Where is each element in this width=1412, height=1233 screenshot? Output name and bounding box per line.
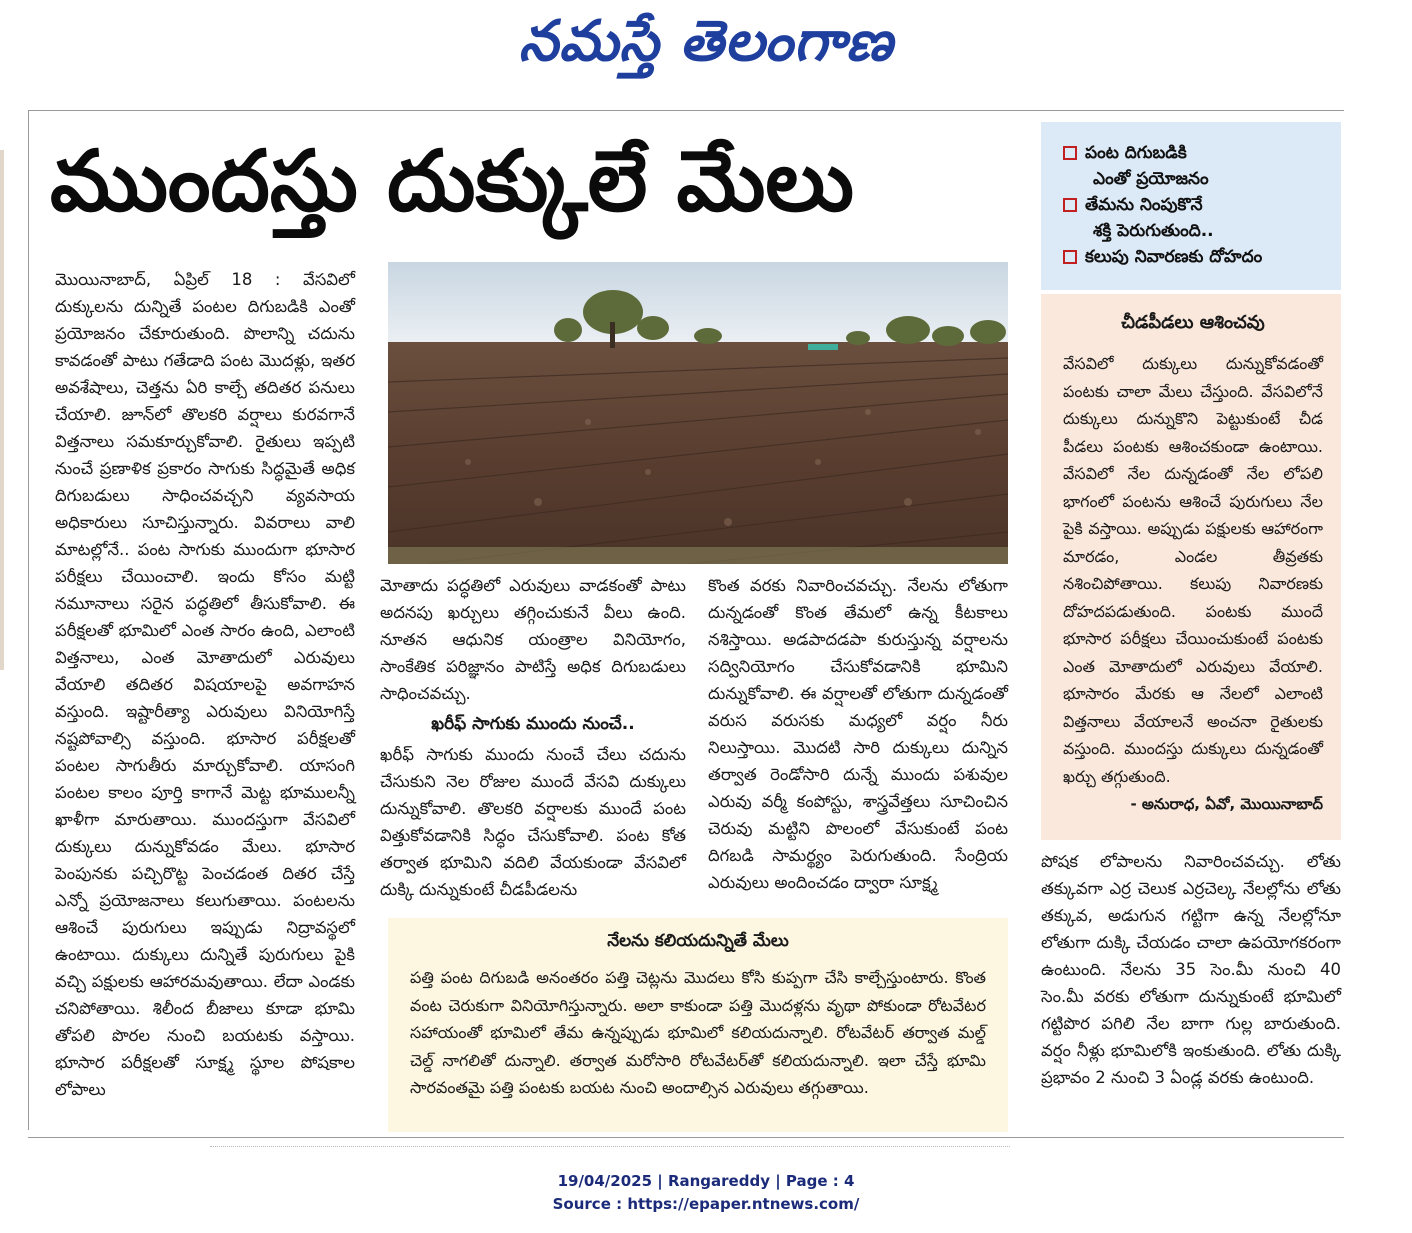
article-column-1: మొయినాబాద్‌, ఏప్రిల్‌ 18 : వేసవిలో దుక్కులను దున్నితే పంటల దిగుబడికి ఎంతో ప్రయోజనం చేకూరుతుంది. పొలాన్ని చదును కావడంతో పాటు గతేడాది పంట మొదళ్లు, ఇతర అవశేషాలు, చెత్తను ఏరి కాల్చే తదితర పనులు చేయాలి. జూన్‌లో తొలకరి వర్షాలు కురవగానే విత్తనాలు సమకూర్చుకోవాలి. రైతులు ఇప్పటి నుంచే ప్రణాళిక ప్రకారం సాగుకు సిద్ధమైతే అధిక దిగుబడులు సాధించవచ్చని వ్యవసాయ అధికారులు సూచిస్తున్నారు. వివరాలు వాలి మాటల్లోనే.. పంట సాగుకు ముందుగా భూసార పరీక్షలు చేయించాలి. ఇందు కోసం మట్టి నమూనాలు సరైన పద్ధతిలో తీసుకోవాలి. ఈ పరీక్షలతో భూమిలో ఎంత సారం ఉంది, ఎలాంటి విత్తనాలు, ఎంత మోతాదులో ఎరువులు వేయాలి తదితర విషయాలపై అవగాహన వస్తుంది. ఇష్టారీత్యా ఎరువులు వినియోగిస్తే నష్టపోవాల్సి వస్తుంది. భూసార పరీక్షలతో పంటల సాగుతీరు మార్చుకోవాలి. యాసంగి పంటల కాలం పూర్తి కాగానే మెట్ట భూములన్నీ ఖాళీగా మారుతాయి. ముందస్తుగా వేసవిలో దుక్కులు దున్నుకోవడం మేలు. భూసార పెంపునకు పచ్చిరొట్ట పెంచడంత దితర చేస్తే ఎన్నో ప్రయోజనాలు కలుగుతాయి. పంటలను ఆశించే పురుగులు ఇప్పుడు నిద్రావస్థలో ఉంటాయి. దుక్కులు దున్నితే పురుగులు పైకి వచ్చి పక్షులకు ఆహారమవుతాయి. లేదా ఎండకు చనిపోతాయి. శిలీంద బీజాలు కూడా భూమి తోపలి పొరల నుంచి బయటకు వస్తాయి. భూసార పరీక్షలతో సూక్ష్మ స్థూల పోషకాల లోపాలు bbox=[55, 270, 355, 1099]
sidebar-body: వేసవిలో దుక్కులు దున్నుకోవడంతో పంటకు చాలా మేలు చేస్తుంది. వేసవిలోనే దుక్కులు దున్నుకొని పెట్టుకుంటే చీడ పీడలు పంటకు ఆశించకుండా ఉంటాయి. వేసవిలో నేల దున్నడంతో నేల లోపలి భాగంలో పంటను ఆశించే పురుగులు నేల పైకి వస్తాయి. అప్పుడు పక్షులకు ఆహారంగా మారడం, ఎండల తీవ్రతకు నశించిపోతాయి. కలుపు నివారణకు దోహదపడుతుంది. పంటకు ముందే భూసార పరీక్షలు చేయించుకుంటే పంటకు ఎంత మోతాదులో ఎరువులు వేయాలి. భూసారం మేరకు ఆ నేలలో ఎలాంటి విత్తనాలు వేయాలనే అంచనా రైతులకు వస్తుంది. ముందస్తు దుక్కులు దున్నడంతో ఖర్చు తగ్గుతుంది. bbox=[1063, 354, 1323, 786]
newspaper-masthead: నమస్తే తెలంగాణ bbox=[518, 9, 894, 74]
field-photo-graphic bbox=[388, 262, 1008, 564]
footer-date-edition: 19/04/2025 | Rangareddy | Page : 4 bbox=[557, 1172, 855, 1190]
plowed-field-photo bbox=[388, 262, 1008, 564]
sidebar-title: చీడపీడలు ఆశించవు bbox=[1121, 312, 1265, 333]
article-column-4: పోషక లోపాలను నివారించవచ్చు. లోతు తక్కువగా ఎర్ర చెలుక ఎర్రచెల్క నేలల్లోను లోతు తక్కువ, అడుగున గట్టిగా ఉన్న నేలల్లోనూ లోతుగా దుక్కి చేయడం చాలా ఉపయోగకరంగా ఉంటుంది. నేలను 35 సెం.మీ నుంచి 40 సెం.మీ వరకు లోతుగా దున్నుకుంటే భూమిలో గట్టిపొర పగిలి నేల బాగా గుల్ల బారుతుంది. వర్షం నీళ్లు భూమిలోకి ఇంకుతుంది. లోతు దుక్కి ప్రభావం 2 నుంచి 3 ఏండ్ల వరకు ఉంటుంది. bbox=[1041, 852, 1341, 1087]
section-subheading: ఖరీఫ్‌ సాగుకు ముందు నుంచే.. bbox=[431, 714, 635, 734]
expert-sidebar bbox=[1041, 294, 1341, 840]
highlight-item: కలుపు నివారణకు దోహదం bbox=[1063, 244, 1325, 270]
page-edge-strip bbox=[0, 150, 4, 670]
sidebar-byline: - అనురాధ, ఏవో, మొయినాబాద్‌ bbox=[1130, 795, 1323, 813]
checkbox-bullet-icon bbox=[1063, 198, 1077, 212]
checkbox-bullet-icon bbox=[1063, 250, 1077, 264]
article-column-2: మోతాదు పద్ధతిలో ఎరువులు వాడకంతో పాటు అదనపు ఖర్చులు తగ్గించుకునే వీలు ఉంది. నూతన ఆధునిక యంత్రాల వినియోగం, సాంకేతిక పరిజ్ఞానం పాటిస్తే అధిక దిగుబడులు సాధించవచ్చు. ఖరీఫ్‌ సాగుకు ముందు నుంచే.. ఖరీఫ్‌ సాగుకు ముందు నుంచే చేలు చదును చేసుకుని నెల రోజుల ముందే వేసవి దుక్కులు దున్నుకోవాలి. తొలకరి వర్షాలకు ముందే పంట విత్తుకోవడానికి సిద్ధం చేసుకోవాలి. పంట కోత తర్వాత భూమిని వదిలి వేయకుండా వేసవిలో దుక్కి దున్నుకుంటే చీడపీడలను bbox=[380, 576, 686, 899]
highlights-box bbox=[1041, 122, 1341, 290]
page-footer bbox=[0, 1170, 1412, 1216]
top-rule bbox=[28, 110, 1344, 111]
article-column-3: కొంత వరకు నివారించవచ్చు. నేలను లోతుగా దున్నడంతో కొంత తేమలో ఉన్న కీటకాలు నశిస్తాయి. అడపాదడపా కురుస్తున్న వర్షాలను సద్వినియోగం చేసుకోవడానికి భూమిని దున్నుకోవాలి. ఈ వర్షాలతో లోతుగా దున్నడంతో వరుస వరుసకు మధ్యలో వర్షం నీరు నిలుస్తాయి. మొదటి సారి దుక్కులు దున్నిన తర్వాత రెండోసారి దున్నే ముందు పశువుల ఎరువు వర్మీ కంపోస్టు, శాస్త్రవేత్తలు సూచించిన చెరువు మట్టిని పొలంలో వేసుకుంటే పంట దిగబడి సామర్థ్యం పెరుగుతుంది. సేంద్రియ ఎరువులు అందించడం ద్వారా సూక్ష్మ bbox=[708, 576, 1008, 892]
article-headline: ముందస్తు దుక్కులే మేలు bbox=[50, 132, 854, 230]
cut-line bbox=[210, 1146, 1010, 1155]
bottom-rule bbox=[28, 1137, 1344, 1138]
checkbox-bullet-icon bbox=[1063, 146, 1077, 160]
highlight-item: పంట దిగుబడికి ఎంతో ప్రయోజనం bbox=[1063, 140, 1325, 192]
tip-box-title: నేలను కలియదున్నితే మేలు bbox=[607, 931, 789, 951]
cotton-tip-box bbox=[388, 918, 1008, 1132]
left-rule bbox=[28, 110, 29, 1130]
highlight-item: తేమను నింపుకొనే శక్తి పెరుగుతుంది.. bbox=[1063, 192, 1325, 244]
tip-box-body: పత్తి పంట దిగుబడి అనంతరం పత్తి చెట్లను మొదలు కోసి కుప్పగా చేసి కాల్చేస్తుంటారు. కొంత వంట చెరుకుగా వినియోగిస్తున్నారు. అలా కాకుండా పత్తి మొదళ్లను వృథా పోకుండా రోటవేటర సహాయంతో భూమిలో తేమ ఉన్నప్పుడు భూమిలో కలియదున్నాలి. రోటవేటర్‌ తర్వాత మల్డ్‌ చెల్డ్‌ నాగలితో దున్నాలి. తర్వాత మరోసారి రోటవేటర్‌తో కలియదున్నాలి. ఇలా చేస్తే భూమి సారవంతమై పత్తి పంటకు బయట నుంచి అందాల్సిన ఎరువులు తగ్గుతాయి. bbox=[410, 968, 986, 1097]
footer-source-link[interactable]: Source : https://epaper.ntnews.com/ bbox=[552, 1195, 860, 1213]
